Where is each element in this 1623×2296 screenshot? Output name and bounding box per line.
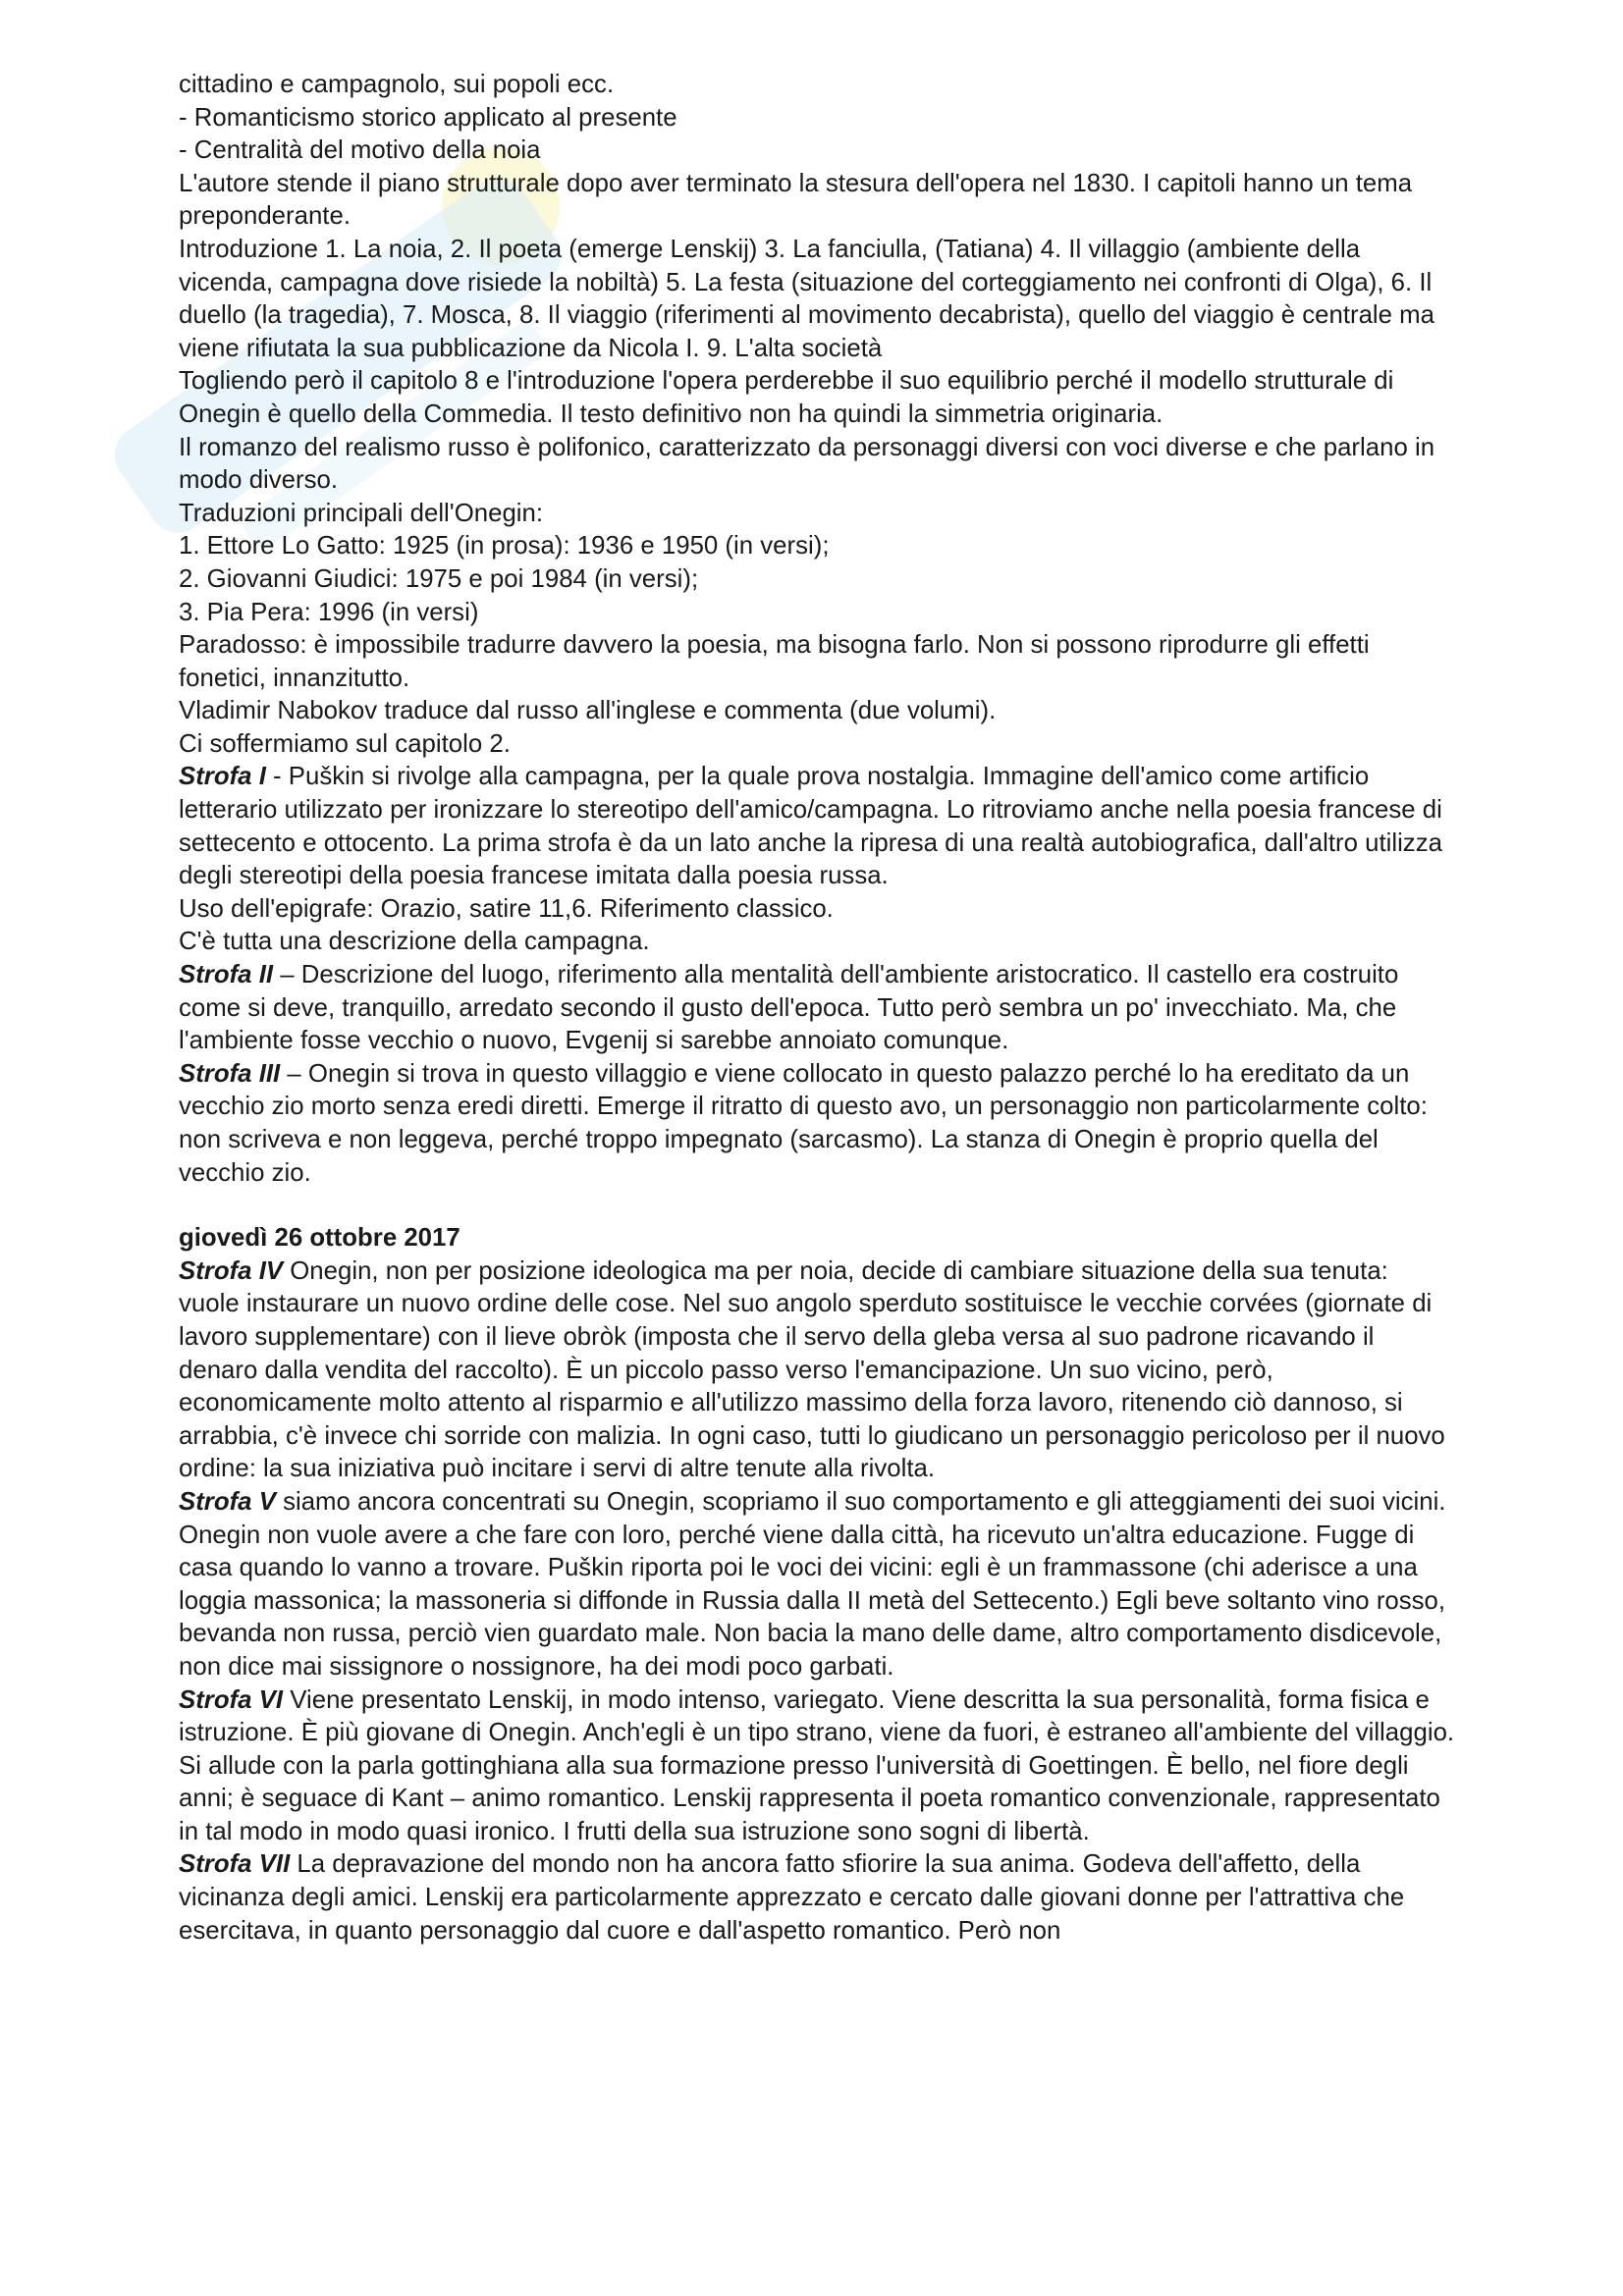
strofa-text: Viene presentato Lenskij, in modo intenso, variegato. Viene descritta la sua personalità, forma fisica e istruzione. È più giovane di Onegin. Anch'egli è un tipo strano, viene da fuori, è estraneo all'ambiente del villaggio. Si allude con la parla gottinghiana alla sua formazione presso l'università di Goettingen. È bello, nel fiore degli anni; è seguace di Kant – animo romantico. Lenskij rappresenta il poeta romantico convenzionale, rappresentato in tal modo in modo quasi ironico. I frutti della sua istruzione sono sogni di libertà. [179,1685,1455,1845]
paragraph: - Centralità del motivo della noia [179,136,541,165]
date-heading: giovedì 26 ottobre 2017 [179,1224,460,1253]
paragraph: Vladimir Nabokov traduce dal russo all'inglese e commenta (due volumi). [179,697,997,725]
strofa-label: Strofa I [179,763,266,791]
strofa-label: Strofa II [179,961,274,989]
strofa-label: Strofa III [179,1059,281,1088]
strofa-paragraph [179,1255,1455,1486]
paragraph: Traduzioni principali dell'Onegin: [179,499,544,527]
paragraph: Paradosso: è impossibile tradurre davvero la poesia, ma bisogna farlo. Non si possono riprodurre gli effetti fonetici, innanzitutto. [179,631,1370,692]
strofa-label: Strofa V [179,1487,276,1516]
strofa-paragraph [179,1058,1455,1190]
strofa-label: Strofa VII [179,1850,291,1879]
paragraph: cittadino e campagnolo, sui popoli ecc. [179,71,615,98]
paragraph: C'è tutta una descrizione della campagna. [179,928,650,956]
strofa-text: siamo ancora concentrati su Onegin, scopriamo il suo comportamento e gli atteggiamenti dei suoi vicini. Onegin non vuole avere a che fare con loro, perché viene dalla città, ha ricevuto un'altra educazione. Fugge di casa quando lo vanno a trovare. Puškin riporta poi le voci dei vicini: egli è un frammassone (chi aderisce a una loggia massonica; la massoneria si diffonde in Russia dalla II metà del Settecento.) Egli beve soltanto vino rosso, bevanda non russa, perciò vien guardato male. Non bacia la mano delle dame, altro comportamento disdicevole, non dice mai sissignore o nossignore, ha dei modi poco garbati. [179,1487,1446,1681]
paragraph: Il romanzo del realismo russo è polifonico, caratterizzato da personaggi diversi con voci diverse e che parlano in modo diverso. [179,433,1435,495]
paragraph: Uso dell'epigrafe: Orazio, satire 11,6. Riferimento classico. [179,894,834,923]
paragraph: - Romanticismo storico applicato al presente [179,103,677,132]
strofa-text: - Puškin si rivolge alla campagna, per la quale prova nostalgia. Immagine dell'amico come artificio letterario utilizzato per ironizzare lo stereotipo dell'amico/campagna. Lo ritroviamo anche nella poesia francese di settecento e ottocento. La prima strofa è da un lato anche la ripresa di una realtà autobiografica, dall'altro utilizza degli stereotipi della poesia francese imitata dalla poesia russa. [179,763,1442,890]
list-item: 2. Giovanni Giudici: 1975 e poi 1984 (in versi); [179,564,699,593]
strofa-text: – Descrizione del luogo, riferimento alla mentalità dell'ambiente aristocratico. Il castello era costruito come si deve, tranquillo, arredato secondo il gusto dell'epoca. Tutto però sembra un po' invecchiato. Ma, che l'ambiente fosse vecchio o nuovo, Evgenij si sarebbe annoiato comunque. [179,961,1399,1055]
strofa-paragraph [179,959,1455,1058]
strofa-paragraph [179,1486,1455,1684]
list-item: 3. Pia Pera: 1996 (in versi) [179,598,479,626]
paragraph: Togliendo però il capitolo 8 e l'introduzione l'opera perderebbe il suo equilibrio perché il modello strutturale di Onegin è quello della Commedia. Il testo definitivo non ha quindi la simmetria originaria. [179,367,1394,428]
strofa-label: Strofa VI [179,1685,284,1714]
strofa-label: Strofa IV [179,1256,284,1285]
paragraph: Introduzione 1. La noia, 2. Il poeta (emerge Lenskij) 3. La fanciulla, (Tatiana) 4. Il villaggio (ambiente della vicenda, campagna dove risiede la nobiltà) 5. La festa (situazione del corteggiamento nei confronti di Olga), 6. Il duello (la tragedia), 7. Mosca, 8. Il viaggio (riferimenti al movimento decabrista), quello del viaggio è centrale ma viene rifiutata la sua pubblicazione da Nicola I. 9. L'alta società [179,235,1434,362]
paragraph: Ci soffermiamo sul capitolo 2. [179,729,511,758]
strofa-text: La depravazione del mondo non ha ancora fatto sfiorire la sua anima. Godeva dell'affetto, della vicinanza degli amici. Lenskij era particolarmente apprezzato e cercato dalle giovani donne per l'attrattiva che esercitava, in quanto personaggio dal cuore e dall'aspetto romantico. Però non [179,1850,1405,1945]
strofa-paragraph [179,1684,1455,1849]
strofa-text: Onegin, non per posizione ideologica ma per noia, decide di cambiare situazione della sua tenuta: vuole instaurare un nuovo ordine delle cose. Nel suo angolo sperduto sostituisce le vecchie corvées (giornate di lavoro supplementare) con il lieve obròk (imposta che il servo della gleba versa al suo padrone ricavando il denaro dalla vendita del raccolto). È un piccolo passo verso l'emancipazione. Un suo vicino, però, economicamente molto attento al risparmio e all'utilizzo massimo della forza lavoro, ritenendo ciò dannoso, si arrabbia, c'è invece chi sorride con malizia. In ogni caso, tutti lo giudicano un personaggio pericoloso per il nuovo ordine: la sua iniziativa può incitare i servi di altre tenute alla rivolta. [179,1256,1445,1483]
strofa-paragraph [179,1848,1455,1948]
document-page [179,69,1455,1948]
paragraph: L'autore stende il piano strutturale dopo aver terminato la stesura dell'opera nel 1830. I capitoli hanno un tema preponderante. [179,169,1413,231]
list-item: 1. Ettore Lo Gatto: 1925 (in prosa): 1936 e 1950 (in versi); [179,532,830,561]
strofa-text: – Onegin si trova in questo villaggio e viene collocato in questo palazzo perché lo ha ereditato da un vecchio zio morto senza eredi diretti. Emerge il ritratto di questo avo, un personaggio non particolarmente colto: non scriveva e non leggeva, perché troppo impegnato (sarcasmo). La stanza di Onegin è proprio quella del vecchio zio. [179,1059,1428,1187]
strofa-paragraph [179,761,1455,892]
